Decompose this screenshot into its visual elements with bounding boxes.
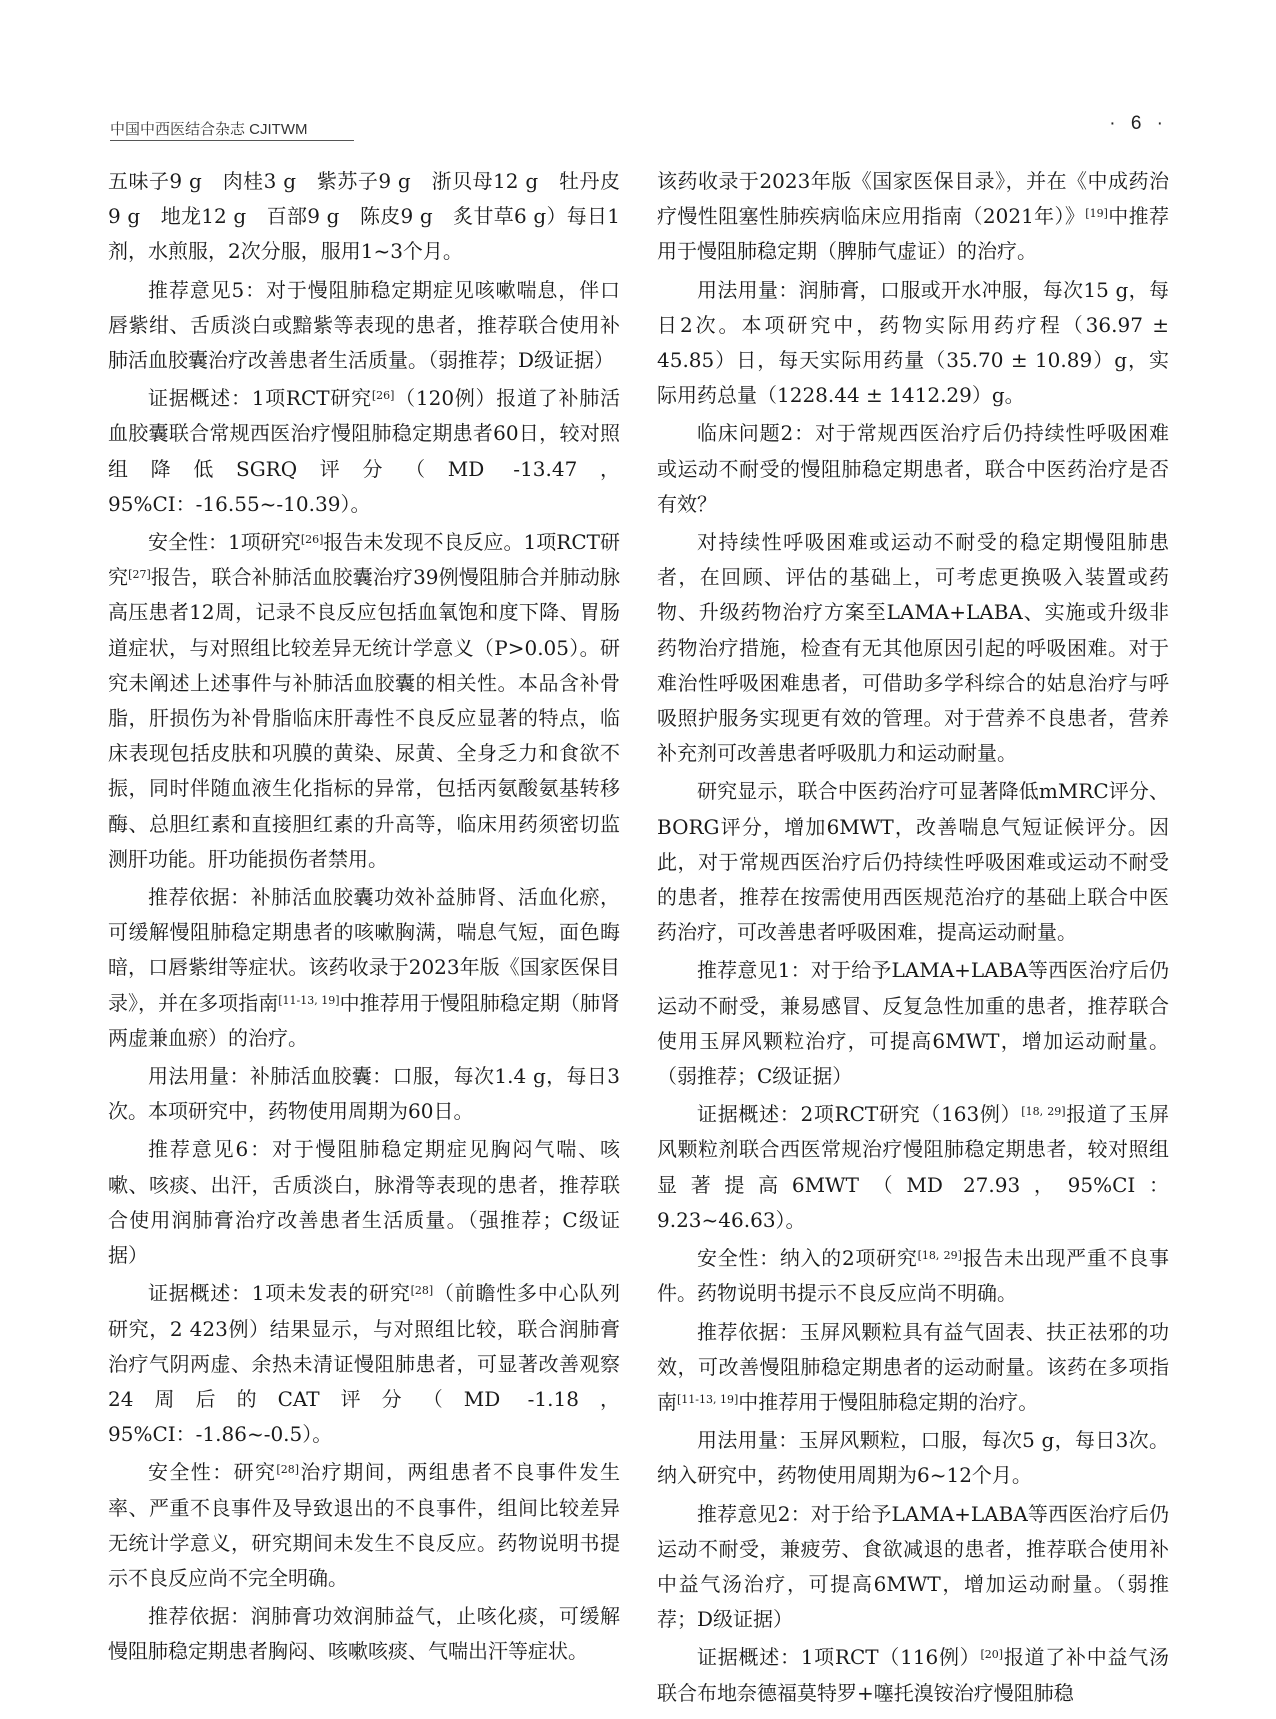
header-rule [110, 140, 354, 141]
paragraph: 推荐意见5：对于慢阻肺稳定期症见咳嗽喘息，伴口唇紫绀、舌质淡白或黯紫等表现的患者，推荐联合使用补肺活血胶囊治疗改善患者生活质量。（弱推荐；D级证据） [108, 277, 620, 373]
paragraph: 安全性：纳入的2项研究[18, 29]报告未出现严重不良事件。药物说明书提示不良反应尚不明确。 [657, 1246, 1170, 1306]
citation: [19] [1085, 207, 1108, 221]
paragraph: 证据概述：1项未发表的研究[28]（前瞻性多中心队列研究，2 423例）结果显示，与对照组比较，联合润肺膏治疗气阴两虚、余热未清证慢阻肺患者，可显著改善观察24周后的CAT评分（MD -1.18，95%CI：-1.86~-0.5）。 [108, 1281, 620, 1447]
paragraph: 临床问题2：对于常规西医治疗后仍持续性呼吸困难或运动不耐受的慢阻肺稳定期患者，联合中医药治疗是否有效？ [657, 421, 1169, 516]
paragraph: 证据概述：1项RCT研究[26]（120例）报道了补肺活血胶囊联合常规西医治疗慢阻肺稳定期患者60日，较对照组降低SGRQ评分（MD -13.47，95%CI：-16.55~-10.39）。 [108, 386, 620, 516]
paragraph: 用法用量：润肺膏，口服或开水冲服，每次15 g，每日2次。本项研究中，药物实际用药疗程（36.97 ± 45.85）日，每天实际用药量（35.70 ± 10.89）g，实际用药总量（1228.44 ± 1412.29）g。 [657, 277, 1169, 408]
citation: [11-13, 19] [278, 993, 340, 1007]
paragraph: 五味子9 g 肉桂3 g 紫苏子9 g 浙贝母12 g 牡丹皮9 g 地龙12 g 百部9 g 陈皮9 g 炙甘草6 g）每日1剂，水煎服，2次分服，服用1~3个月。 [108, 169, 620, 264]
paragraph: 用法用量：玉屏风颗粒，口服，每次5 g，每日3次。纳入研究中，药物使用周期为6~12个月。 [657, 1428, 1169, 1488]
citation: [18, 29] [917, 1249, 962, 1263]
citation: [20] [980, 1648, 1004, 1662]
page-number: · 6 · [1109, 113, 1168, 134]
paragraph: 证据概述：1项RCT（116例）[20]报道了补中益气汤联合布地奈德福莫特罗+噻托溴铵治疗慢阻肺稳 [657, 1645, 1169, 1705]
paragraph: 推荐依据：补肺活血胶囊功效补益肺肾、活血化瘀，可缓解慢阻肺稳定期患者的咳嗽胸满，喘息气短，面色晦暗，口唇紫绀等症状。该药收录于2023年版《国家医保目录》，并在多项指南[11-13, 19]中推荐用于慢阻肺稳定期（肺肾两虚兼血瘀）的治疗。 [108, 885, 621, 1050]
journal-header: 中国中西医结合杂志 CJITWM [110, 121, 308, 138]
paragraph: 推荐依据：玉屏风颗粒具有益气固表、扶正祛邪的功效，可改善慢阻肺稳定期患者的运动耐量。该药在多项指南[11-13, 19]中推荐用于慢阻肺稳定期的治疗。 [657, 1319, 1169, 1414]
left-column [108, 164, 620, 1673]
paragraph: 推荐意见2：对于给予LAMA+LABA等西医治疗后仍运动不耐受，兼疲劳、食欲减退的患者，推荐联合使用补中益气汤治疗，可提高6MWT，增加运动耐量。（弱推荐；D级证据） [657, 1501, 1169, 1632]
paragraph: 该药收录于2023年版《国家医保目录》，并在《中成药治疗慢性阻塞性肺疾病临床应用指南（2021年）》[19]中推荐用于慢阻肺稳定期（脾肺气虚证）的治疗。 [657, 169, 1169, 264]
paragraph: 推荐意见6：对于慢阻肺稳定期症见胸闷气喘、咳嗽、咳痰、出汗，舌质淡白，脉滑等表现的患者，推荐联合使用润肺膏治疗改善患者生活质量。（强推荐；C级证据） [108, 1137, 620, 1268]
paragraph: 用法用量：补肺活血胶囊：口服，每次1.4 g，每日3次。本项研究中，药物使用周期为60日。 [108, 1064, 620, 1124]
paragraph: 推荐意见1：对于给予LAMA+LABA等西医治疗后仍运动不耐受，兼易感冒、反复急性加重的患者，推荐联合使用玉屏风颗粒治疗，可提高6MWT，增加运动耐量。（弱推荐；C级证据） [657, 958, 1169, 1089]
citation: [11-13, 19] [677, 1392, 739, 1406]
citation: [28] [410, 1284, 434, 1298]
paragraph: 安全性：研究[28]治疗期间，两组患者不良事件发生率、严重不良事件及导致退出的不良事件，组间比较差异无统计学意义，研究期间未发生不良反应。药物说明书提示不良反应尚不完全明确。 [108, 1460, 621, 1590]
citation: [26] [300, 533, 324, 547]
right-column [657, 164, 1169, 1714]
paragraph: 推荐依据：润肺膏功效润肺益气，止咳化痰，可缓解慢阻肺稳定期患者胸闷、咳嗽咳痰、气喘出汗等症状。 [108, 1604, 620, 1664]
citation: [28] [276, 1463, 299, 1477]
paragraph: 对持续性呼吸困难或运动不耐受的稳定期慢阻肺患者，在回顾、评估的基础上，可考虑更换吸入装置或药物、升级药物治疗方案至LAMA+LABA、实施或升级非药物治疗措施，检查有无其他原因引起的呼吸困难。对于难治性呼吸困难患者，可借助多学科综合的姑息治疗与呼吸照护服务实现更有效的管理。对于营养不良患者，营养补充剂可改善患者呼吸肌力和运动耐量。 [657, 530, 1169, 766]
citation: [27] [128, 568, 151, 582]
paragraph: 证据概述：2项RCT研究（163例）[18, 29]报道了玉屏风颗粒剂联合西医常规治疗慢阻肺稳定期患者，较对照组显著提高6MWT（MD 27.93，95%CI：9.23~46.63）。 [657, 1102, 1170, 1232]
paragraph: 安全性：1项研究[26]报告未发现不良反应。1项RCT研究[27]报告，联合补肺活血胶囊治疗39例慢阻肺合并肺动脉高压患者12周，记录不良反应包括血氧饱和度下降、胃肠道症状，与对照组比较差异无统计学意义（P>0.05）。研究未阐述上述事件与补肺活血胶囊的相关性。本品含补骨脂，肝损伤为补骨脂临床肝毒性不良反应显著的特点，临床表现包括皮肤和巩膜的黄染、尿黄、全身乏力和食欲不振，同时伴随血液生化指标的异常，包括丙氨酸氨基转移酶、总胆红素和直接胆红素的升高等，临床用药须密切监测肝功能。肝功能损伤者禁用。 [108, 530, 621, 871]
citation: [18, 29] [1021, 1105, 1066, 1119]
citation: [26] [371, 389, 395, 403]
paragraph: 研究显示，联合中医药治疗可显著降低mMRC评分、BORG评分，增加6MWT，改善喘息气短证候评分。因此，对于常规西医治疗后仍持续性呼吸困难或运动不耐受的患者，推荐在按需使用西医规范治疗的基础上联合中医药治疗，可改善患者呼吸困难，提高运动耐量。 [657, 779, 1169, 945]
